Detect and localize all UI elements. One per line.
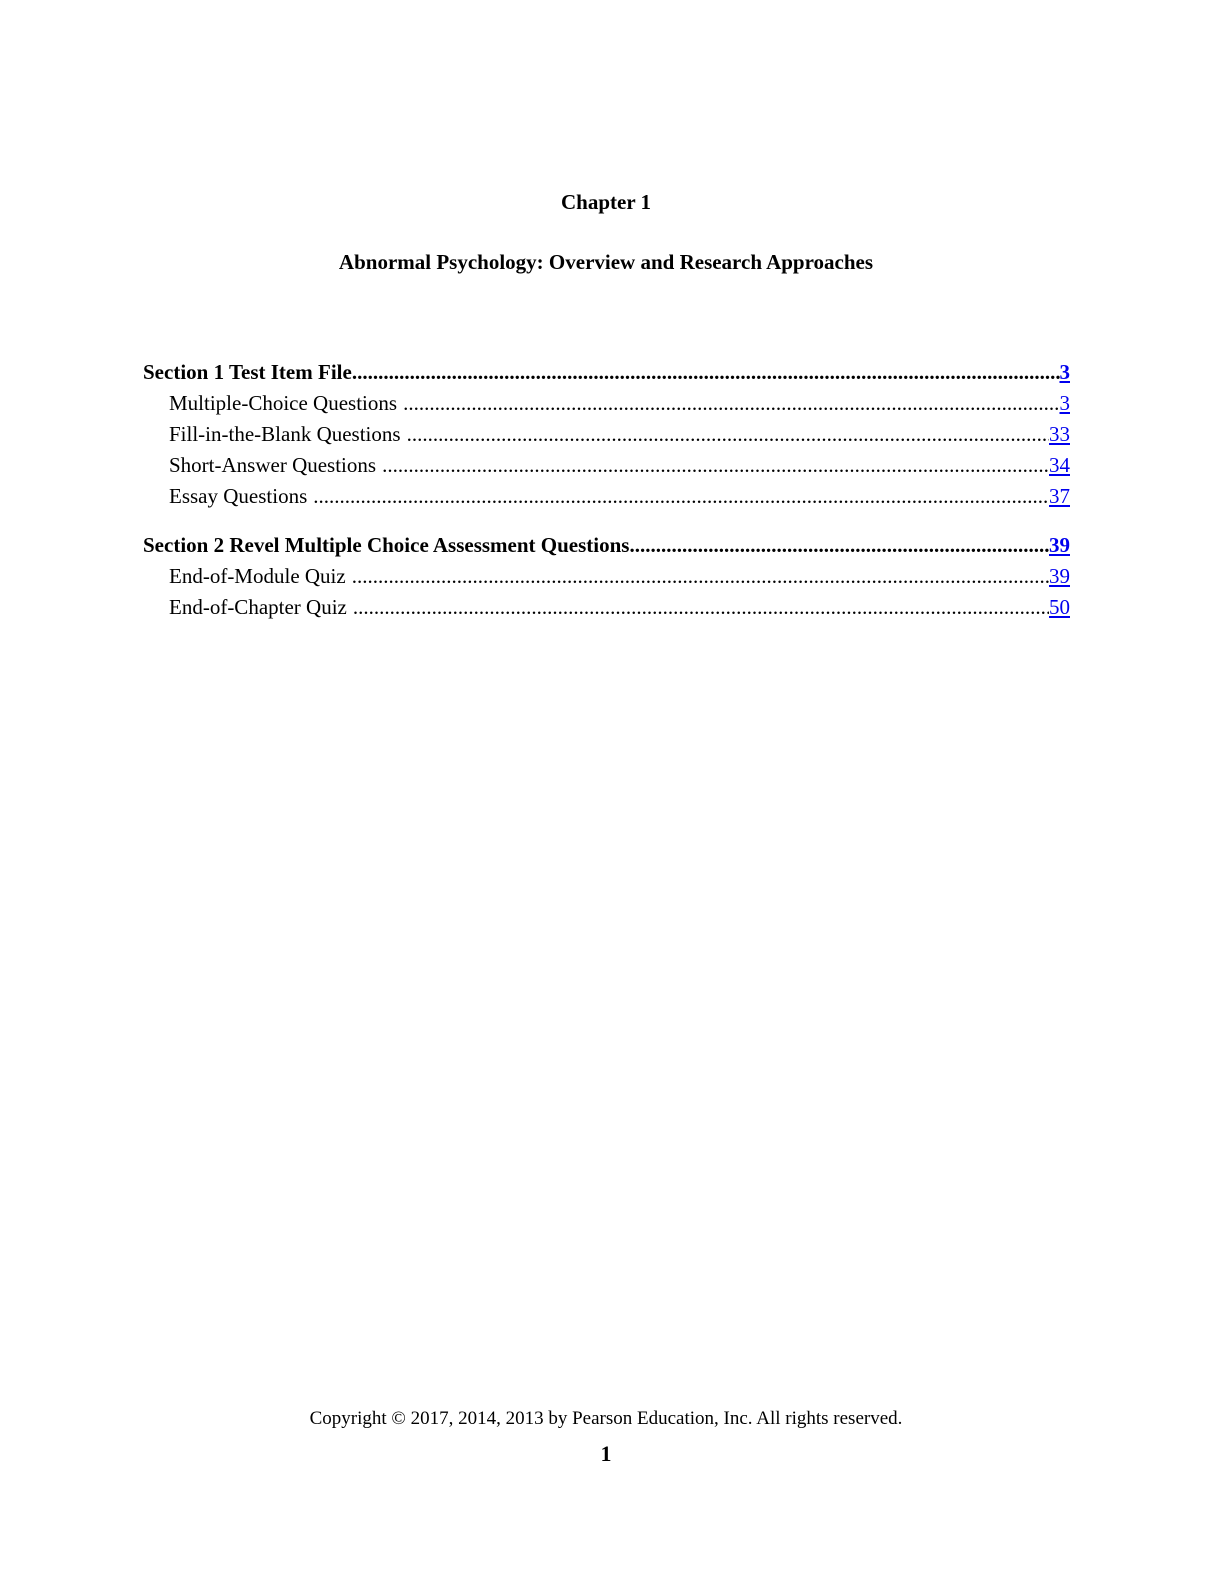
toc-section-1: [143, 357, 1070, 512]
toc-page-link[interactable]: 39: [1049, 533, 1070, 557]
toc-page-link[interactable]: 3: [1059, 360, 1070, 384]
toc-entry-label: Fill-in-the-Blank Questions: [169, 422, 401, 446]
toc-entry-label: Multiple-Choice Questions: [169, 391, 398, 415]
toc-page-link[interactable]: 3: [1059, 391, 1070, 415]
toc-page-link[interactable]: 37: [1049, 484, 1070, 508]
toc-entry: [143, 481, 1070, 512]
dot-leader: [407, 419, 1049, 450]
toc-page-link[interactable]: 34: [1049, 453, 1070, 477]
toc-section-2: [143, 530, 1070, 623]
chapter-label: Chapter 1: [560, 190, 652, 214]
toc-entry: [143, 592, 1070, 623]
toc-section-title: Section 2 Revel Multiple Choice Assessment Questions: [143, 533, 630, 557]
dot-leader: [313, 481, 1049, 512]
copyright-notice: Copyright © 2017, 2014, 2013 by Pearson Education, Inc. All rights reserved.: [309, 1408, 903, 1429]
toc-section-heading: [143, 357, 1070, 388]
dot-leader: [352, 357, 1060, 388]
toc-entry: [143, 450, 1070, 481]
toc-entry: [143, 561, 1070, 592]
dot-leader: [352, 561, 1049, 592]
page-number: 1: [600, 1441, 612, 1466]
dot-leader: [629, 530, 1049, 561]
toc-page-link[interactable]: 33: [1049, 422, 1070, 446]
toc-entry: [143, 388, 1070, 419]
dot-leader: [353, 592, 1049, 623]
toc-section-heading: [143, 530, 1070, 561]
toc-entry-label: End-of-Module Quiz: [169, 564, 346, 588]
toc-entry-label: Essay Questions: [169, 484, 308, 508]
chapter-title: Abnormal Psychology: Overview and Research Approaches: [338, 250, 874, 274]
toc-entry-label: End-of-Chapter Quiz: [169, 595, 347, 619]
table-of-contents: [143, 357, 1070, 641]
dot-leader: [403, 388, 1059, 419]
toc-page-link[interactable]: 39: [1049, 564, 1070, 588]
toc-section-title: Section 1 Test Item File: [143, 360, 352, 384]
dot-leader: [382, 450, 1049, 481]
toc-entry-label: Short-Answer Questions: [169, 453, 377, 477]
toc-page-link[interactable]: 50: [1049, 595, 1070, 619]
toc-entry: [143, 419, 1070, 450]
